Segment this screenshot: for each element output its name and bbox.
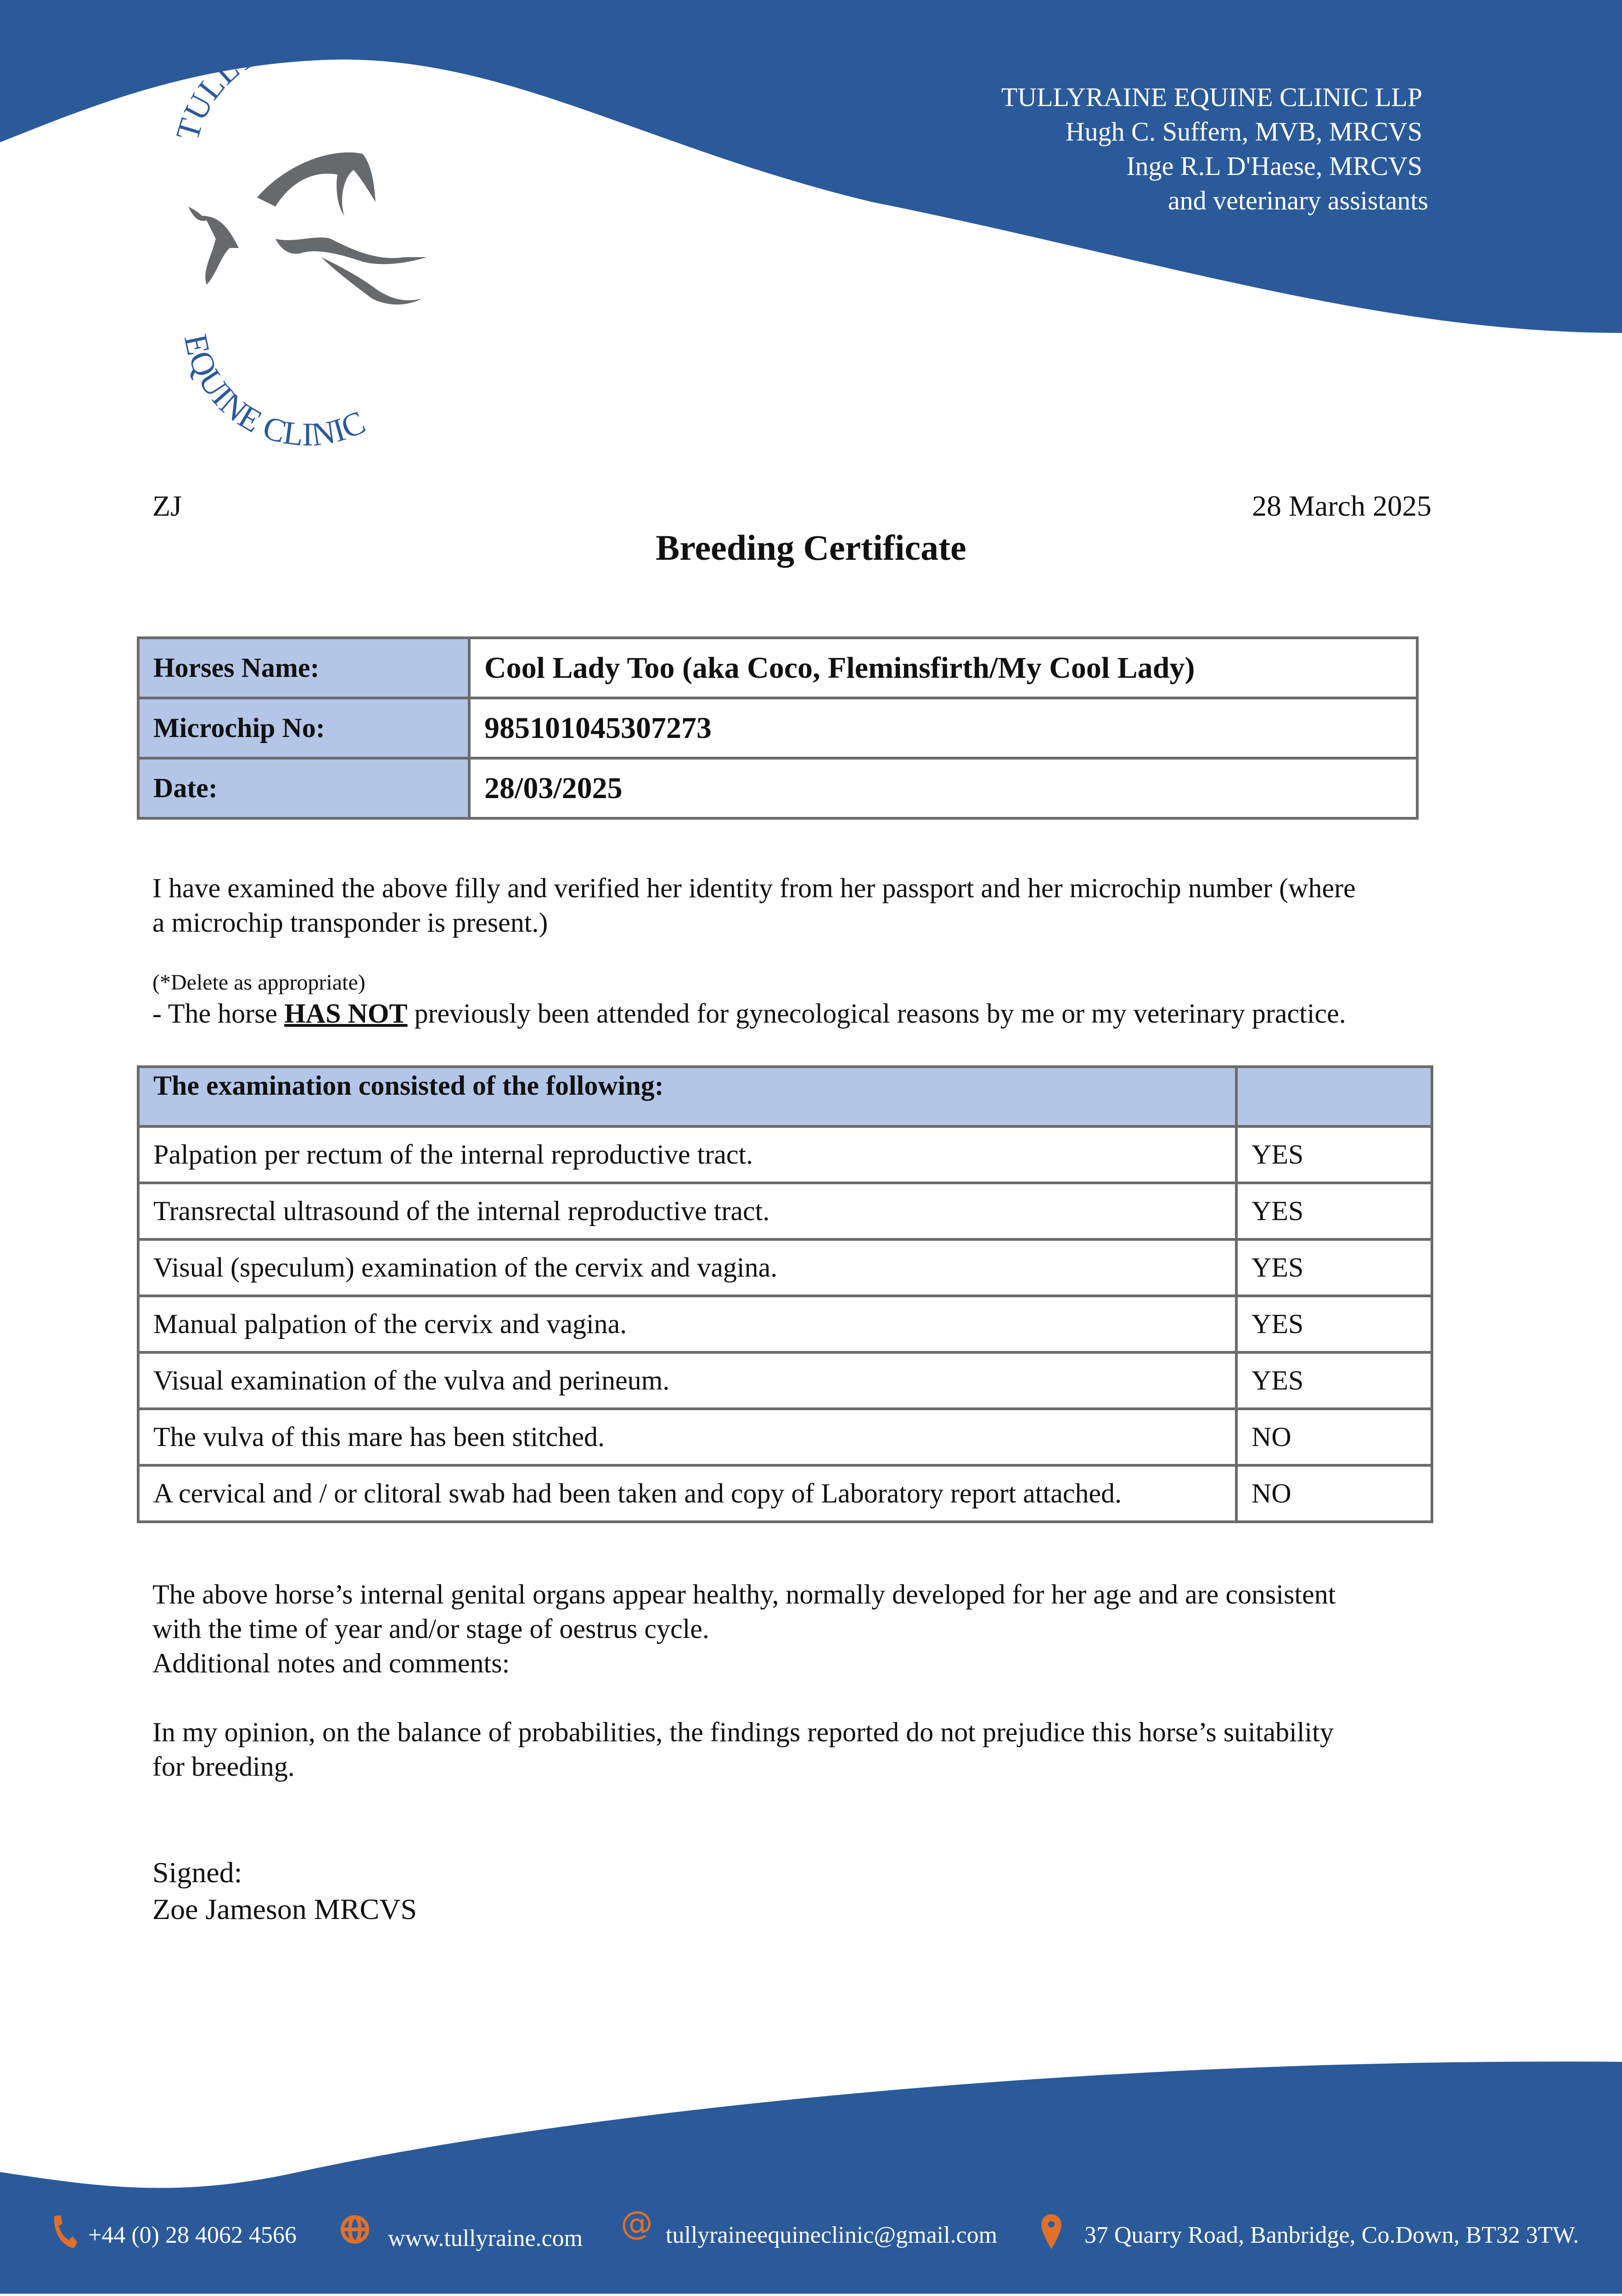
globe-icon	[340, 2213, 370, 2245]
header-cell: The examination consisted of the following:	[138, 1067, 1236, 1126]
exam-answer: YES	[1236, 1352, 1432, 1409]
phone-icon	[51, 2213, 78, 2250]
footer-phone: +44 (0) 28 4062 4566	[88, 2222, 297, 2248]
table-row	[138, 758, 1417, 818]
reference-initials: ZJ	[152, 490, 182, 522]
intro-line-1: I have examined the above filly and verified her identity from her passport and her microchip number (where	[152, 873, 1356, 903]
table-header-row	[138, 1067, 1432, 1126]
findings-line-1: The above horse’s internal genital organs appear healthy, normally developed for her age and are consistent	[152, 1579, 1336, 1609]
table-row	[138, 1126, 1432, 1183]
signer-name: Zoe Jameson MRCVS	[152, 1893, 417, 1925]
label-cell: Horses Name:	[138, 638, 469, 698]
table-row	[138, 1183, 1432, 1239]
table-row	[138, 638, 1417, 698]
exam-item: The vulva of this mare has been stitched.	[138, 1409, 1236, 1465]
opinion-line-2: for breeding.	[152, 1751, 295, 1782]
table-row	[138, 1352, 1432, 1409]
exam-item: Manual palpation of the cervix and vagina.	[138, 1296, 1236, 1352]
location-pin-icon	[1040, 2213, 1063, 2250]
exam-answer: YES	[1236, 1296, 1432, 1352]
logo-text-top: TULLYRAINE	[168, 21, 367, 145]
header-cell-empty	[1236, 1067, 1432, 1126]
exam-answer: YES	[1236, 1126, 1432, 1183]
label-cell: Microchip No:	[138, 698, 469, 758]
exam-item: Transrectal ultrasound of the internal reproductive tract.	[138, 1183, 1236, 1239]
email-icon: @	[621, 2204, 653, 2242]
horse-details-table	[137, 636, 1419, 820]
delete-note: (*Delete as appropriate)	[152, 970, 365, 995]
vet-2: Inge R.L D'Haese, MRCVS	[1126, 151, 1422, 181]
additional-notes-label: Additional notes and comments:	[152, 1648, 510, 1678]
table-row	[138, 1296, 1432, 1352]
clinic-name: TULLYRAINE EQUINE CLINIC LLP	[1001, 82, 1422, 112]
horse-logo-icon	[188, 152, 427, 304]
exam-item: Visual examination of the vulva and perineum.	[138, 1352, 1236, 1409]
page-title: Breeding Certificate	[656, 528, 966, 568]
exam-answer: NO	[1236, 1465, 1432, 1522]
vet-assistants: and veterinary assistants	[1168, 186, 1428, 215]
horse-name-value: Cool Lady Too (aka Coco, Fleminsfirth/My Cool Lady)	[469, 638, 1417, 698]
footer-email[interactable]: tullyraineequineclinic@gmail.com	[666, 2222, 998, 2248]
attended-emphasis: HAS NOT	[284, 998, 408, 1029]
table-row	[138, 1409, 1432, 1465]
exam-answer: NO	[1236, 1409, 1432, 1465]
footer-website[interactable]: www.tullyraine.com	[388, 2225, 583, 2251]
attended-statement	[152, 996, 1346, 1031]
footer-wave	[0, 2061, 1622, 2294]
exam-item: Visual (speculum) examination of the cervix and vagina.	[138, 1239, 1236, 1296]
signed-label: Signed:	[152, 1856, 242, 1889]
intro-line-2: a microchip transponder is present.)	[152, 907, 548, 938]
examination-table	[137, 1065, 1433, 1523]
exam-answer: YES	[1236, 1239, 1432, 1296]
attended-prefix: - The horse	[152, 998, 285, 1029]
table-row	[138, 1239, 1432, 1296]
letter-date: 28 March 2025	[1252, 490, 1431, 522]
exam-answer: YES	[1236, 1183, 1432, 1239]
attended-suffix: previously been attended for gynecological reasons by me or my veterinary practice.	[407, 998, 1346, 1029]
table-row	[138, 698, 1417, 758]
microchip-value: 985101045307273	[469, 698, 1417, 758]
date-value: 28/03/2025	[469, 758, 1417, 818]
vet-1: Hugh C. Suffern, MVB, MRCVS	[1065, 117, 1422, 146]
findings-line-2: with the time of year and/or stage of oestrus cycle.	[152, 1614, 709, 1644]
table-row	[138, 1465, 1432, 1522]
opinion-line-1: In my opinion, on the balance of probabilities, the findings reported do not prejudice this horse’s suitability	[152, 1717, 1334, 1747]
exam-item: Palpation per rectum of the internal reproductive tract.	[138, 1126, 1236, 1183]
label-cell: Date:	[138, 758, 469, 818]
logo-text-bottom: EQUINE CLINIC	[177, 331, 371, 453]
exam-item: A cervical and / or clitoral swab had been taken and copy of Laboratory report attached.	[138, 1465, 1236, 1522]
footer-address: 37 Quarry Road, Banbridge, Co.Down, BT32 3TW.	[1084, 2222, 1579, 2248]
